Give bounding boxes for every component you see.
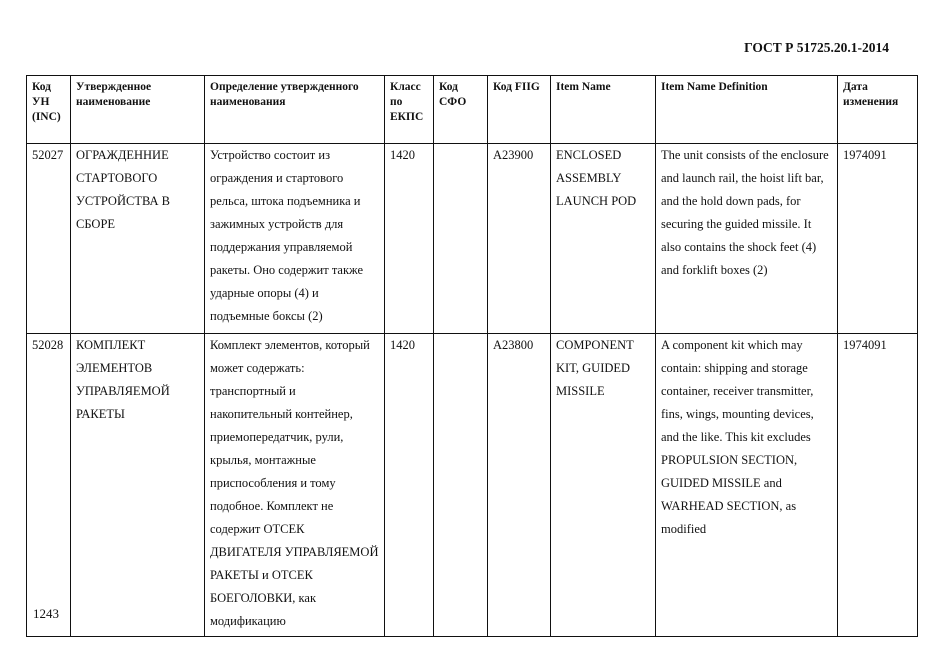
col-header-sfo: Код СФО (434, 76, 488, 144)
cell-code: 52027 (27, 144, 71, 334)
col-header-item-definition: Item Name Definition (656, 76, 838, 144)
standard-number: ГОСТ Р 51725.20.1-2014 (744, 40, 889, 55)
col-header-item-name: Item Name (551, 76, 656, 144)
cell-code: 52028 (27, 334, 71, 637)
col-header-approved-name: Утвержденное наименование (71, 76, 205, 144)
cell-definition-en: The unit consists of the enclosure and launch rail, the hoist lift bar, and the hold down pads, for securing the guided missile. It also contains the shock feet (4) and forklift boxes (2) (656, 144, 838, 334)
cell-name-ru: ОГРАЖДЕННИЕ СТАРТОВОГО УСТРОЙСТВА В СБОРЕ (71, 144, 205, 334)
table-row (27, 144, 918, 334)
cell-date: 1974091 (838, 144, 918, 334)
cell-date: 1974091 (838, 334, 918, 637)
cell-sfo (434, 144, 488, 334)
cell-sfo (434, 334, 488, 637)
cell-name-ru: КОМПЛЕКТ ЭЛЕМЕНТОВ УПРАВЛЯЕМОЙ РАКЕТЫ (71, 334, 205, 637)
cell-definition-en: A component kit which may contain: shipping and storage container, receiver transmitter, fins, wings, mounting devices, and the like. This kit excludes PROPULSION SECTION, GUIDED MISSILE and WARHEAD SECTION, as modified (656, 334, 838, 637)
col-header-class: Класс по ЕКПС (385, 76, 434, 144)
col-header-definition: Определение утвержденного наименования (205, 76, 385, 144)
cell-class: 1420 (385, 144, 434, 334)
cell-definition-ru: Комплект элементов, который может содержать: транспортный и накопительный контейнер, приемопередатчик, рули, крылья, монтажные приспособления и тому подобное. Комплект не содержит ОТСЕК ДВИГАТЕЛЯ УПРАВЛЯЕМОЙ РАКЕТЫ и ОТСЕК БОЕГОЛОВКИ, как модификацию (205, 334, 385, 637)
col-header-inc: Код УН (INC) (27, 76, 71, 144)
col-header-fiig: Код FIIG (488, 76, 551, 144)
cell-definition-ru: Устройство состоит из ограждения и стартового рельса, штока подъемника и зажимных устройств для поддержания управляемой ракеты. Оно содержит также ударные опоры (4) и подъемные боксы (2) (205, 144, 385, 334)
page-number: 1243 (33, 606, 59, 621)
table-header-row (27, 76, 918, 144)
cell-item-name: ENCLOSED ASSEMBLY LAUNCH POD (551, 144, 656, 334)
cell-fiig: A23800 (488, 334, 551, 637)
table-row (27, 334, 918, 637)
classification-table (26, 75, 918, 637)
cell-fiig: A23900 (488, 144, 551, 334)
cell-class: 1420 (385, 334, 434, 637)
col-header-date: Дата изменения (838, 76, 918, 144)
cell-item-name: COMPONENT KIT, GUIDED MISSILE (551, 334, 656, 637)
